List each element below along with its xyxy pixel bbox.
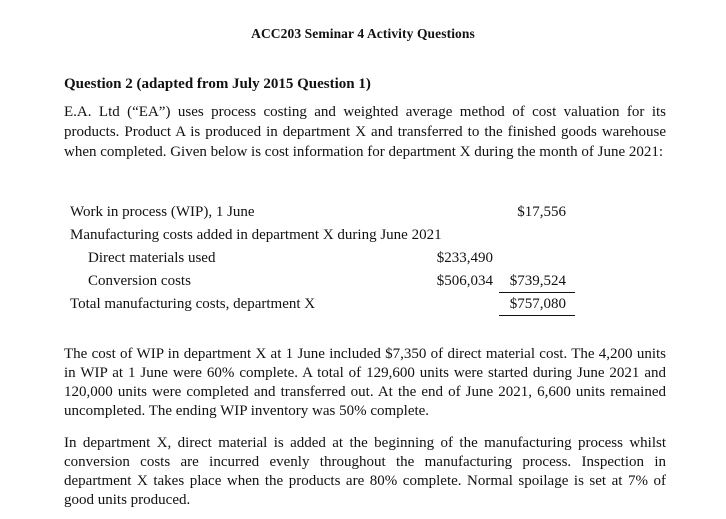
table-row-total-manufacturing-costs — [70, 293, 590, 316]
wip-details-paragraph: The cost of WIP in department X at 1 June included $7,350 of direct material cost. The 4,200 units in WIP at 1 June were 60% complete. A total of 129,600 units were started during June 2021 and 120,000 units were completed and transferred out. At the end of June 2021, 6,600 units remained uncompleted. The ending WIP inventory was 50% complete. — [64, 346, 666, 419]
table-row-direct-materials — [70, 247, 590, 270]
question-heading: Question 2 (adapted from July 2015 Question 1) — [64, 76, 371, 92]
cost-information-table — [70, 201, 590, 316]
row-label: Manufacturing costs added in department X during June 2021 — [70, 227, 442, 243]
row-total-value: $757,080 — [509, 296, 566, 312]
row-label: Conversion costs — [88, 273, 191, 289]
table-row-conversion-costs — [70, 270, 590, 293]
total-rule — [499, 315, 575, 316]
row-label: Total manufacturing costs, department X — [70, 296, 316, 312]
document-title: ACC203 Seminar 4 Activity Questions — [251, 26, 475, 41]
row-label: Work in process (WIP), 1 June — [70, 204, 255, 220]
question-intro-paragraph: E.A. Ltd (“EA”) uses process costing and weighted average method of cost valuation for its products. Product A is produced in department X and transferred to the finished goods warehouse when completed. Given below is cost information for department X during the month of June 2021: — [64, 104, 666, 160]
table-row-manufacturing-costs-header — [70, 224, 590, 247]
row-total-value: $739,524 — [509, 273, 566, 289]
row-total-value: $17,556 — [517, 204, 566, 220]
row-detail-value: $233,490 — [436, 250, 493, 266]
row-detail-value: $506,034 — [436, 273, 493, 289]
row-label: Direct materials used — [88, 250, 216, 266]
table-row-wip-opening — [70, 201, 590, 224]
process-details-paragraph: In department X, direct material is added at the beginning of the manufacturing process whilst conversion costs are incurred evenly throughout the manufacturing process. Inspection in department X takes place when the products are 80% complete. Normal spoilage is set at 7% of good units produced. — [64, 435, 666, 508]
